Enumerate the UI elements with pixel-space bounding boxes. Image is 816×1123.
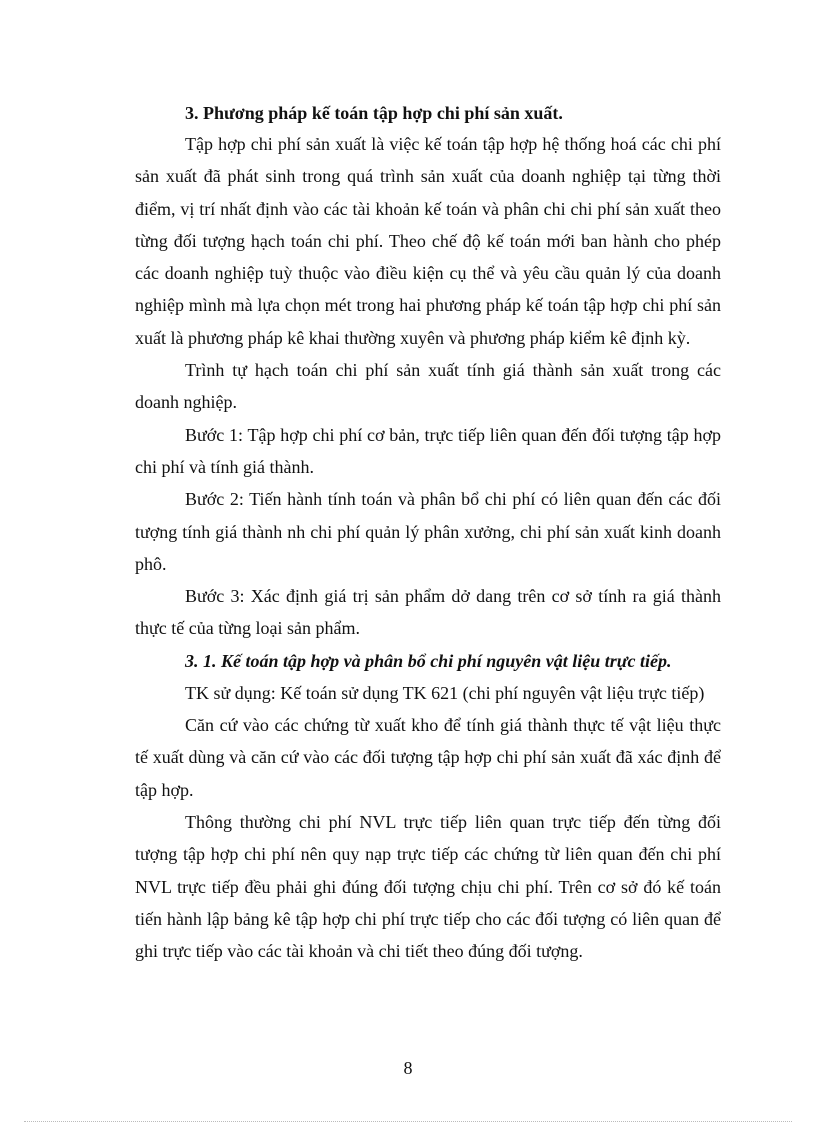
subsection-heading: 3. 1. Kế toán tập hợp và phân bổ chi phí nguyên vật liệu trực tiếp. <box>185 650 672 671</box>
page-number: 8 <box>403 1058 413 1078</box>
page-bottom-divider <box>24 1121 792 1122</box>
paragraph-overview: Tập hợp chi phí sản xuất là việc kế toán tập hợp hệ thống hoá các chi phí sản xuất đã phát sinh trong quá trình sản xuất của doanh nghiệp tại từng thời điểm, vị trí nhất định vào các tài khoản kế toán và phân chi chi phí sản xuất theo từng đối tượng hạch toán chi phí. Theo chế độ kế toán mới ban hành cho phép các doanh nghiệp tuỳ thuộc vào điều kiện cụ thể và yêu cầu quản lý của doanh nghiệp mình mà lựa chọn mét trong hai phương pháp kế toán tập hợp chi phí sản xuất là phương pháp kê khai thường xuyên và phương pháp kiểm kê định kỳ. <box>135 134 721 348</box>
paragraph-step-2: Bước 2: Tiến hành tính toán và phân bổ chi phí có liên quan đến các đối tượng tính giá thành nh chi phí quản lý phân xưởng, chi phí sản xuất kinh doanh phô. <box>135 489 721 574</box>
paragraph-direct-costs: Thông thường chi phí NVL trực tiếp liên quan trực tiếp đến từng đối tượng tập hợp chi phí nên quy nạp trực tiếp các chứng từ liên quan đến chi phí NVL trực tiếp đều phải ghi đúng đối tượng chịu chi phí. Trên cơ sở đó kế toán tiến hành lập bảng kê tập hợp chi phí trực tiếp cho các đối tượng có liên quan để ghi trực tiếp vào các tài khoản và chi tiết theo đúng đối tượng. <box>135 811 721 962</box>
paragraph-step-3: Bước 3: Xác định giá trị sản phẩm dở dang trên cơ sở tính ra giá thành thực tế của từng loại sản phẩm. <box>135 586 721 639</box>
paragraph-step-1: Bước 1: Tập hợp chi phí cơ bản, trực tiếp liên quan đến đối tượng tập hợp chi phí và tính giá thành. <box>135 424 721 477</box>
page-body <box>135 98 721 967</box>
section-heading: 3. Phương pháp kế toán tập hợp chi phí sản xuất. <box>185 103 563 123</box>
paragraph-account-used: TK sử dụng: Kế toán sử dụng TK 621 (chi phí nguyên vật liệu trực tiếp) <box>185 682 705 703</box>
paragraph-basis: Căn cứ vào các chứng từ xuất kho để tính giá thành thực tế vật liệu thực tế xuất dùng và căn cứ vào các đối tượng tập hợp chi phí sản xuất đã xác định để tập hợp. <box>135 715 721 800</box>
paragraph-sequence-intro: Trình tự hạch toán chi phí sản xuất tính giá thành sản xuất trong các doanh nghiệp. <box>135 360 721 413</box>
